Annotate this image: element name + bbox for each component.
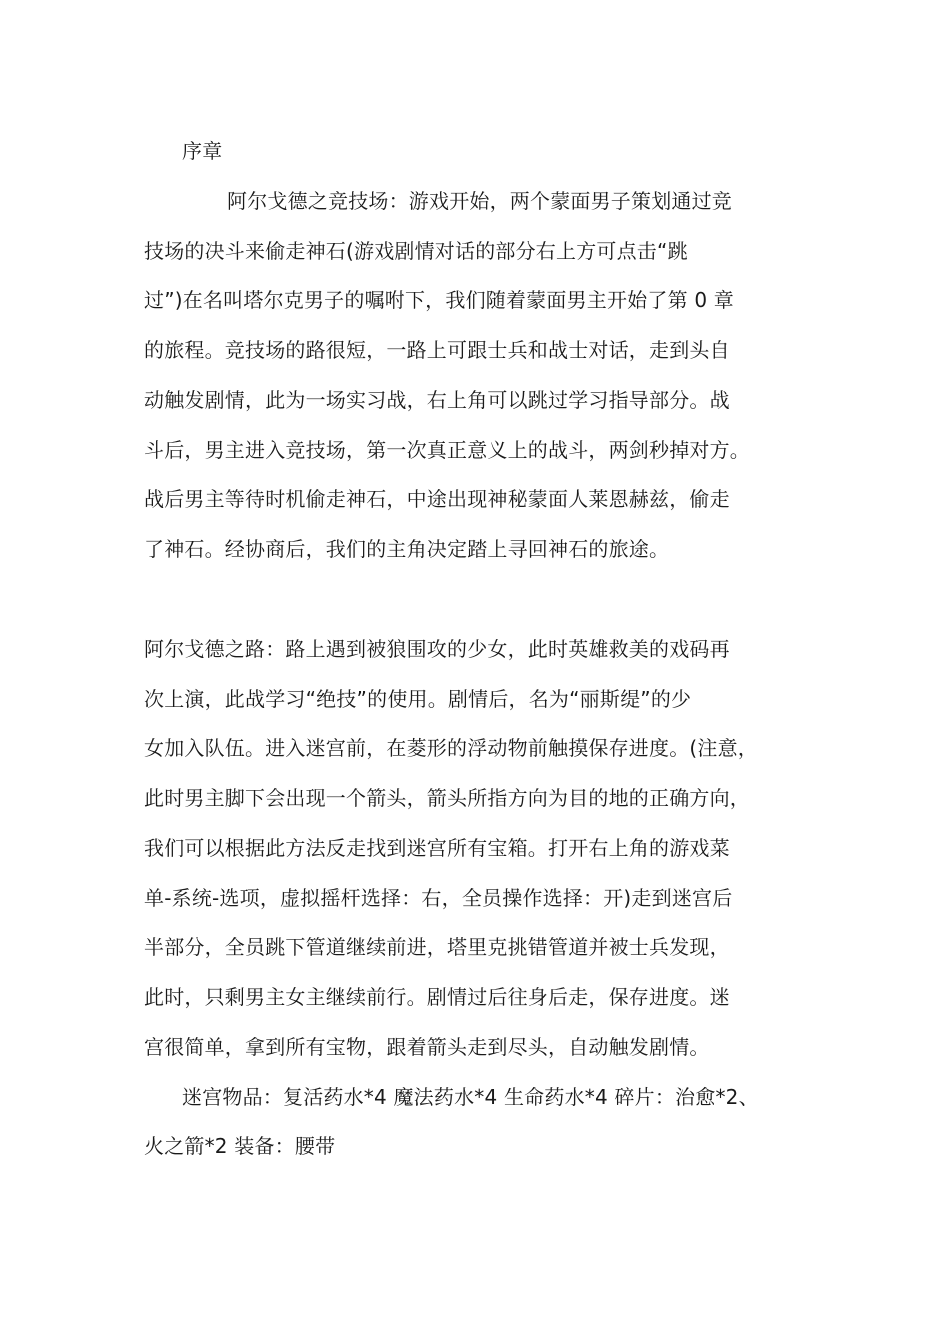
chapter-heading: 序章 bbox=[182, 139, 223, 163]
paragraph-line: 斗后，男主进入竞技场，第一次真正意义上的战斗，两剑秒掉对方。 bbox=[144, 438, 750, 462]
paragraph-line: 阿尔戈德之竞技场：游戏开始，两个蒙面男子策划通过竞 bbox=[227, 189, 732, 213]
paragraph-line: 宫很简单，拿到所有宝物，跟着箭头走到尽头，自动触发剧情。 bbox=[144, 1035, 710, 1059]
paragraph-line: 女加入队伍。进入迷宫前，在菱形的浮动物前触摸保存进度。(注意， bbox=[144, 736, 759, 760]
paragraph-line: 此时男主脚下会出现一个箭头，箭头所指方向为目的地的正确方向， bbox=[144, 786, 750, 810]
paragraph-line: 此时，只剩男主女主继续前行。剧情过后往身后走，保存进度。迷 bbox=[144, 985, 730, 1009]
paragraph-line: 我们可以根据此方法反走找到迷宫所有宝箱。打开右上角的游戏菜 bbox=[144, 836, 730, 860]
paragraph-line: 了神石。经协商后，我们的主角决定踏上寻回神石的旅途。 bbox=[144, 537, 670, 561]
paragraph-line: 半部分，全员跳下管道继续前进，塔里克挑错管道并被士兵发现， bbox=[144, 935, 730, 959]
paragraph-line: 单-系统-选项，虚拟摇杆选择：右，全员操作选择：开)走到迷宫后 bbox=[144, 886, 733, 910]
paragraph-line: 次上演，此战学习“绝技”的使用。剧情后，名为“丽斯缇”的少 bbox=[144, 687, 692, 711]
items-line: 迷宫物品：复活药水*4 魔法药水*4 生命药水*4 碎片：治愈*2、 bbox=[182, 1085, 759, 1109]
paragraph-line: 阿尔戈德之路：路上遇到被狼围攻的少女，此时英雄救美的戏码再 bbox=[144, 637, 730, 661]
paragraph-line: 技场的决斗来偷走神石(游戏剧情对话的部分右上方可点击“跳 bbox=[144, 239, 688, 263]
paragraph-line: 战后男主等待时机偷走神石，中途出现神秘蒙面人莱恩赫兹，偷走 bbox=[144, 487, 730, 511]
paragraph-line: 的旅程。竞技场的路很短，一路上可跟士兵和战士对话，走到头自 bbox=[144, 338, 730, 362]
items-line: 火之箭*2 装备：腰带 bbox=[144, 1134, 336, 1158]
paragraph-line: 动触发剧情，此为一场实习战，右上角可以跳过学习指导部分。战 bbox=[144, 388, 730, 412]
paragraph-line: 过”)在名叫塔尔克男子的嘱咐下，我们随着蒙面男主开始了第 0 章 bbox=[144, 288, 735, 312]
